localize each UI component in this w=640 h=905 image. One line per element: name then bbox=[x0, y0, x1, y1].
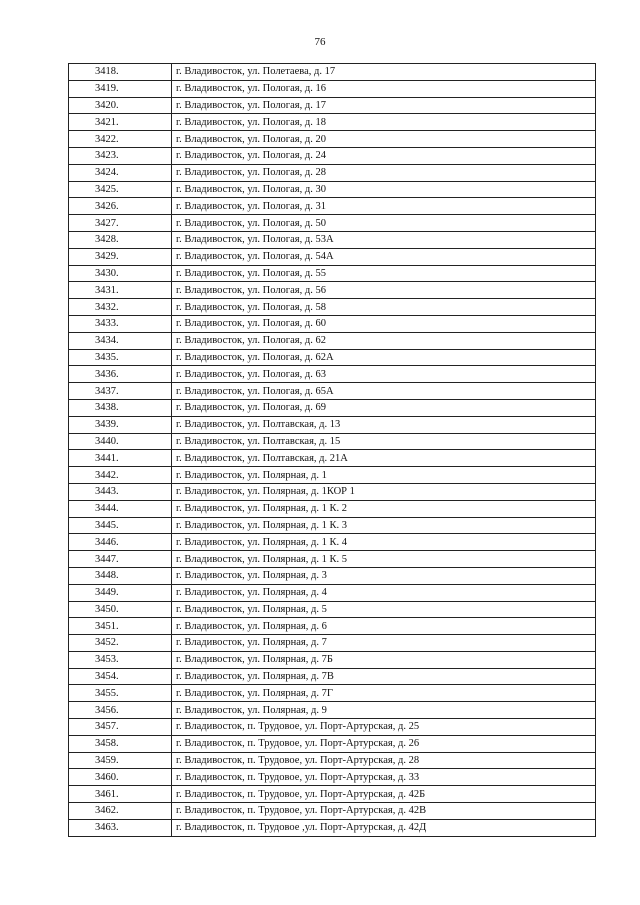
table-row bbox=[69, 383, 596, 400]
row-number-cell: 3431. bbox=[69, 282, 172, 299]
table-row bbox=[69, 584, 596, 601]
address-cell: г. Владивосток, ул. Полетаева, д. 17 bbox=[172, 64, 596, 81]
row-number-cell: 3449. bbox=[69, 584, 172, 601]
row-number-cell: 3428. bbox=[69, 231, 172, 248]
row-number-cell: 3437. bbox=[69, 383, 172, 400]
table-row bbox=[69, 567, 596, 584]
address-cell: г. Владивосток, п. Трудовое ,ул. Порт-Артурская, д. 42Д bbox=[172, 819, 596, 836]
table-row bbox=[69, 635, 596, 652]
address-cell: г. Владивосток, ул. Полярная, д. 1 К. 5 bbox=[172, 551, 596, 568]
table-row bbox=[69, 248, 596, 265]
row-number-cell: 3462. bbox=[69, 803, 172, 820]
address-cell: г. Владивосток, ул. Пологая, д. 62 bbox=[172, 332, 596, 349]
row-number-cell: 3423. bbox=[69, 147, 172, 164]
address-cell: г. Владивосток, ул. Пологая, д. 24 bbox=[172, 147, 596, 164]
table-row bbox=[69, 332, 596, 349]
row-number-cell: 3438. bbox=[69, 399, 172, 416]
address-cell: г. Владивосток, ул. Полярная, д. 4 bbox=[172, 584, 596, 601]
row-number-cell: 3421. bbox=[69, 114, 172, 131]
row-number-cell: 3461. bbox=[69, 786, 172, 803]
table-row bbox=[69, 517, 596, 534]
row-number-cell: 3441. bbox=[69, 450, 172, 467]
address-cell: г. Владивосток, ул. Пологая, д. 30 bbox=[172, 181, 596, 198]
row-number-cell: 3439. bbox=[69, 416, 172, 433]
row-number-cell: 3440. bbox=[69, 433, 172, 450]
address-cell: г. Владивосток, ул. Полярная, д. 7Г bbox=[172, 685, 596, 702]
table-row bbox=[69, 366, 596, 383]
row-number-cell: 3432. bbox=[69, 299, 172, 316]
table-row bbox=[69, 668, 596, 685]
table-row bbox=[69, 803, 596, 820]
address-cell: г. Владивосток, ул. Пологая, д. 65А bbox=[172, 383, 596, 400]
table-row bbox=[69, 719, 596, 736]
table-row bbox=[69, 702, 596, 719]
address-cell: г. Владивосток, ул. Полярная, д. 1 К. 2 bbox=[172, 500, 596, 517]
table-row bbox=[69, 299, 596, 316]
address-cell: г. Владивосток, п. Трудовое, ул. Порт-Артурская, д. 25 bbox=[172, 719, 596, 736]
table-row bbox=[69, 685, 596, 702]
row-number-cell: 3448. bbox=[69, 567, 172, 584]
table-row bbox=[69, 735, 596, 752]
table-row bbox=[69, 164, 596, 181]
table-row bbox=[69, 114, 596, 131]
row-number-cell: 3436. bbox=[69, 366, 172, 383]
row-number-cell: 3444. bbox=[69, 500, 172, 517]
row-number-cell: 3433. bbox=[69, 315, 172, 332]
table-row bbox=[69, 651, 596, 668]
row-number-cell: 3451. bbox=[69, 618, 172, 635]
address-cell: г. Владивосток, п. Трудовое, ул. Порт-Артурская, д. 28 bbox=[172, 752, 596, 769]
address-cell: г. Владивосток, ул. Полтавская, д. 13 bbox=[172, 416, 596, 433]
page-number: 76 bbox=[314, 36, 326, 48]
address-cell: г. Владивосток, п. Трудовое, ул. Порт-Артурская, д. 42В bbox=[172, 803, 596, 820]
row-number-cell: 3443. bbox=[69, 483, 172, 500]
row-number-cell: 3434. bbox=[69, 332, 172, 349]
row-number-cell: 3429. bbox=[69, 248, 172, 265]
table-row bbox=[69, 80, 596, 97]
address-cell: г. Владивосток, ул. Полярная, д. 1КОР 1 bbox=[172, 483, 596, 500]
address-cell: г. Владивосток, ул. Полярная, д. 7Б bbox=[172, 651, 596, 668]
address-table-body bbox=[69, 64, 596, 837]
address-table bbox=[68, 63, 596, 837]
row-number-cell: 3454. bbox=[69, 668, 172, 685]
address-cell: г. Владивосток, ул. Полярная, д. 7 bbox=[172, 635, 596, 652]
table-row bbox=[69, 198, 596, 215]
address-cell: г. Владивосток, ул. Полярная, д. 7В bbox=[172, 668, 596, 685]
table-row bbox=[69, 500, 596, 517]
table-row bbox=[69, 64, 596, 81]
table-row bbox=[69, 433, 596, 450]
table-row bbox=[69, 416, 596, 433]
address-cell: г. Владивосток, ул. Полтавская, д. 15 bbox=[172, 433, 596, 450]
table-row bbox=[69, 97, 596, 114]
address-cell: г. Владивосток, п. Трудовое, ул. Порт-Артурская, д. 26 bbox=[172, 735, 596, 752]
table-row bbox=[69, 786, 596, 803]
row-number-cell: 3447. bbox=[69, 551, 172, 568]
row-number-cell: 3455. bbox=[69, 685, 172, 702]
address-cell: г. Владивосток, ул. Пологая, д. 63 bbox=[172, 366, 596, 383]
address-cell: г. Владивосток, ул. Полтавская, д. 21А bbox=[172, 450, 596, 467]
address-cell: г. Владивосток, ул. Пологая, д. 18 bbox=[172, 114, 596, 131]
address-cell: г. Владивосток, п. Трудовое, ул. Порт-Артурская, д. 33 bbox=[172, 769, 596, 786]
row-number-cell: 3446. bbox=[69, 534, 172, 551]
address-cell: г. Владивосток, ул. Пологая, д. 58 bbox=[172, 299, 596, 316]
row-number-cell: 3424. bbox=[69, 164, 172, 181]
row-number-cell: 3442. bbox=[69, 467, 172, 484]
row-number-cell: 3459. bbox=[69, 752, 172, 769]
address-cell: г. Владивосток, ул. Пологая, д. 54А bbox=[172, 248, 596, 265]
table-row bbox=[69, 315, 596, 332]
table-row bbox=[69, 601, 596, 618]
row-number-cell: 3453. bbox=[69, 651, 172, 668]
row-number-cell: 3435. bbox=[69, 349, 172, 366]
address-cell: г. Владивосток, ул. Пологая, д. 16 bbox=[172, 80, 596, 97]
table-row bbox=[69, 349, 596, 366]
row-number-cell: 3420. bbox=[69, 97, 172, 114]
address-cell: г. Владивосток, ул. Пологая, д. 60 bbox=[172, 315, 596, 332]
table-row bbox=[69, 450, 596, 467]
table-row bbox=[69, 215, 596, 232]
address-cell: г. Владивосток, ул. Полярная, д. 1 К. 3 bbox=[172, 517, 596, 534]
row-number-cell: 3456. bbox=[69, 702, 172, 719]
row-number-cell: 3426. bbox=[69, 198, 172, 215]
row-number-cell: 3445. bbox=[69, 517, 172, 534]
table-row bbox=[69, 131, 596, 148]
row-number-cell: 3418. bbox=[69, 64, 172, 81]
address-cell: г. Владивосток, ул. Полярная, д. 3 bbox=[172, 567, 596, 584]
address-cell: г. Владивосток, ул. Пологая, д. 56 bbox=[172, 282, 596, 299]
table-row bbox=[69, 551, 596, 568]
address-cell: г. Владивосток, п. Трудовое, ул. Порт-Артурская, д. 42Б bbox=[172, 786, 596, 803]
address-cell: г. Владивосток, ул. Пологая, д. 20 bbox=[172, 131, 596, 148]
row-number-cell: 3425. bbox=[69, 181, 172, 198]
address-cell: г. Владивосток, ул. Пологая, д. 28 bbox=[172, 164, 596, 181]
row-number-cell: 3458. bbox=[69, 735, 172, 752]
table-row bbox=[69, 265, 596, 282]
address-cell: г. Владивосток, ул. Полярная, д. 9 bbox=[172, 702, 596, 719]
table-row bbox=[69, 819, 596, 836]
address-cell: г. Владивосток, ул. Пологая, д. 31 bbox=[172, 198, 596, 215]
table-row bbox=[69, 618, 596, 635]
address-cell: г. Владивосток, ул. Полярная, д. 6 bbox=[172, 618, 596, 635]
address-cell: г. Владивосток, ул. Полярная, д. 1 К. 4 bbox=[172, 534, 596, 551]
table-row bbox=[69, 483, 596, 500]
address-cell: г. Владивосток, ул. Пологая, д. 53А bbox=[172, 231, 596, 248]
table-row bbox=[69, 231, 596, 248]
address-cell: г. Владивосток, ул. Пологая, д. 55 bbox=[172, 265, 596, 282]
address-cell: г. Владивосток, ул. Пологая, д. 17 bbox=[172, 97, 596, 114]
table-row bbox=[69, 769, 596, 786]
table-row bbox=[69, 752, 596, 769]
address-cell: г. Владивосток, ул. Полярная, д. 1 bbox=[172, 467, 596, 484]
row-number-cell: 3430. bbox=[69, 265, 172, 282]
table-row bbox=[69, 399, 596, 416]
table-row bbox=[69, 467, 596, 484]
row-number-cell: 3450. bbox=[69, 601, 172, 618]
table-row bbox=[69, 181, 596, 198]
row-number-cell: 3460. bbox=[69, 769, 172, 786]
row-number-cell: 3422. bbox=[69, 131, 172, 148]
row-number-cell: 3457. bbox=[69, 719, 172, 736]
table-row bbox=[69, 147, 596, 164]
row-number-cell: 3452. bbox=[69, 635, 172, 652]
row-number-cell: 3463. bbox=[69, 819, 172, 836]
address-cell: г. Владивосток, ул. Пологая, д. 62А bbox=[172, 349, 596, 366]
row-number-cell: 3419. bbox=[69, 80, 172, 97]
table-row bbox=[69, 534, 596, 551]
row-number-cell: 3427. bbox=[69, 215, 172, 232]
address-cell: г. Владивосток, ул. Пологая, д. 50 bbox=[172, 215, 596, 232]
address-cell: г. Владивосток, ул. Пологая, д. 69 bbox=[172, 399, 596, 416]
table-row bbox=[69, 282, 596, 299]
address-cell: г. Владивосток, ул. Полярная, д. 5 bbox=[172, 601, 596, 618]
